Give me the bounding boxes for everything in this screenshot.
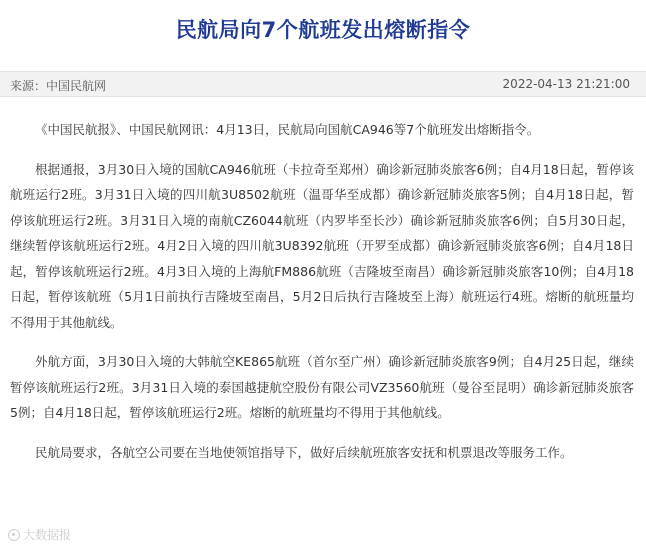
article-meta-bar [0, 71, 646, 97]
article-paragraph-2: 根据通报，3月30日入境的国航CA946航班（卡拉奇至郑州）确诊新冠肺炎旅客6例；自4月18日起，暂停该航班运行2班。3月31日入境的四川航3U8502航班（温哥华至成都）确诊新冠肺炎旅客5例；自4月18日起，暂停该航班运行2班。3月31日入境的南航CZ6044航班（内罗毕至长沙）确诊新冠肺炎旅客6例；自5月30日起，继续暂停该航班运行2班。4月2日入境的四川航3U8392航班（开罗至成都）确诊新冠肺炎旅客6例；自4月18日起，暂停该航班运行2班。4月3日入境的上海航FM886航班（吉隆坡至南昌）确诊新冠肺炎旅客10例；自4月18日起，暂停该航班（5月1日前执行吉隆坡至南昌，5月2日后执行吉隆坡至上海）航班运行4班。熔断的航班量均不得用于其他航线。 [10, 161, 634, 330]
article-datetime: 2022-04-13 21:21:00 [502, 77, 630, 91]
article-title: 民航局向7个航班发出熔断指令 [175, 18, 471, 42]
article-source [10, 77, 106, 94]
article-paragraph-1: 《中国民航报》、中国民航网讯：4月13日，民航局向国航CA946等7个航班发出熔断指令。 [35, 122, 540, 137]
source-label: 来源： [10, 79, 47, 93]
watermark [8, 526, 71, 543]
article-paragraph-3: 外航方面，3月30日入境的大韩航空KE865航班（首尔至广州）确诊新冠肺炎旅客9例；自4月25日起，继续暂停该航班运行2班。3月31日入境的泰国越捷航空股份有限公司VZ3560航班（曼谷至昆明）确诊新冠肺炎旅客5例；自4月18日起，暂停该航班运行2班。熔断的航班量均不得用于其他航线。 [10, 354, 634, 420]
watermark-text: 大数据报 [23, 528, 72, 542]
article-paragraph-4: 民航局要求，各航空公司要在当地使领馆指导下，做好后续航班旅客安抚和机票退改等服务工作。 [35, 444, 573, 460]
article-body [10, 117, 634, 479]
circle-logo-icon [8, 529, 20, 541]
source-value: 中国民航网 [46, 79, 107, 93]
